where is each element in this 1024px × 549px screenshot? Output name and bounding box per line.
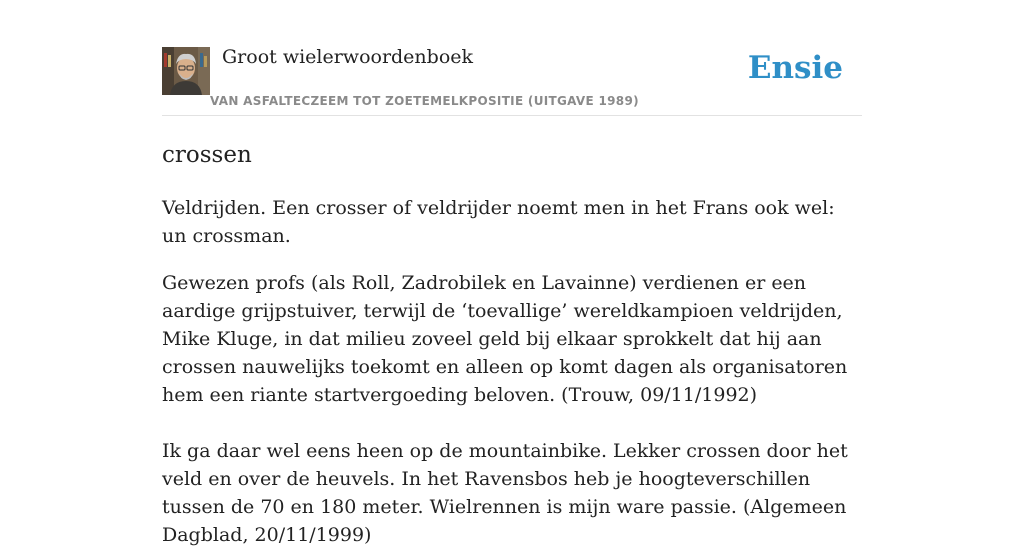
entry-definition: Veldrijden. Een crosser of veldrijder noemt men in het Frans ook wel: un crossman. (162, 197, 835, 247)
entry-content (162, 116, 862, 549)
entry-title: crossen (162, 142, 252, 168)
ensie-logo-link[interactable]: Ensie (747, 50, 843, 86)
book-subtitle: VAN ASFALTECZEEM TOT ZOETEMELKPOSITIE (UITGAVE 1989) (210, 94, 639, 108)
book-title[interactable]: Groot wielerwoordenboek (222, 46, 474, 68)
author-avatar[interactable] (162, 47, 210, 95)
entry-quote: Ik ga daar wel eens heen op de mountainbike. Lekker crossen door het veld en over de heuvels. In het Ravensbos heb je hoogteverschillen tussen de 70 en 180 meter. Wielrennen is mijn ware passie. (Algemeen Dagblad, 20/11/1999) (162, 440, 848, 546)
entry-quote: Gewezen profs (als Roll, Zadrobilek en Lavainne) verdienen er een aardige grijpstuiver, terwijl de ‘toevallige’ wereldkampioen veldrijden, Mike Kluge, in dat milieu zoveel geld bij elkaar sprokkelt dat hij aan crossen nauwelijks toekomt en alleen op komt dagen als organisatoren hem een riante startvergoeding beloven. (Trouw, 09/11/1992) (162, 272, 848, 406)
header (162, 0, 862, 116)
author-portrait-icon (162, 47, 210, 95)
